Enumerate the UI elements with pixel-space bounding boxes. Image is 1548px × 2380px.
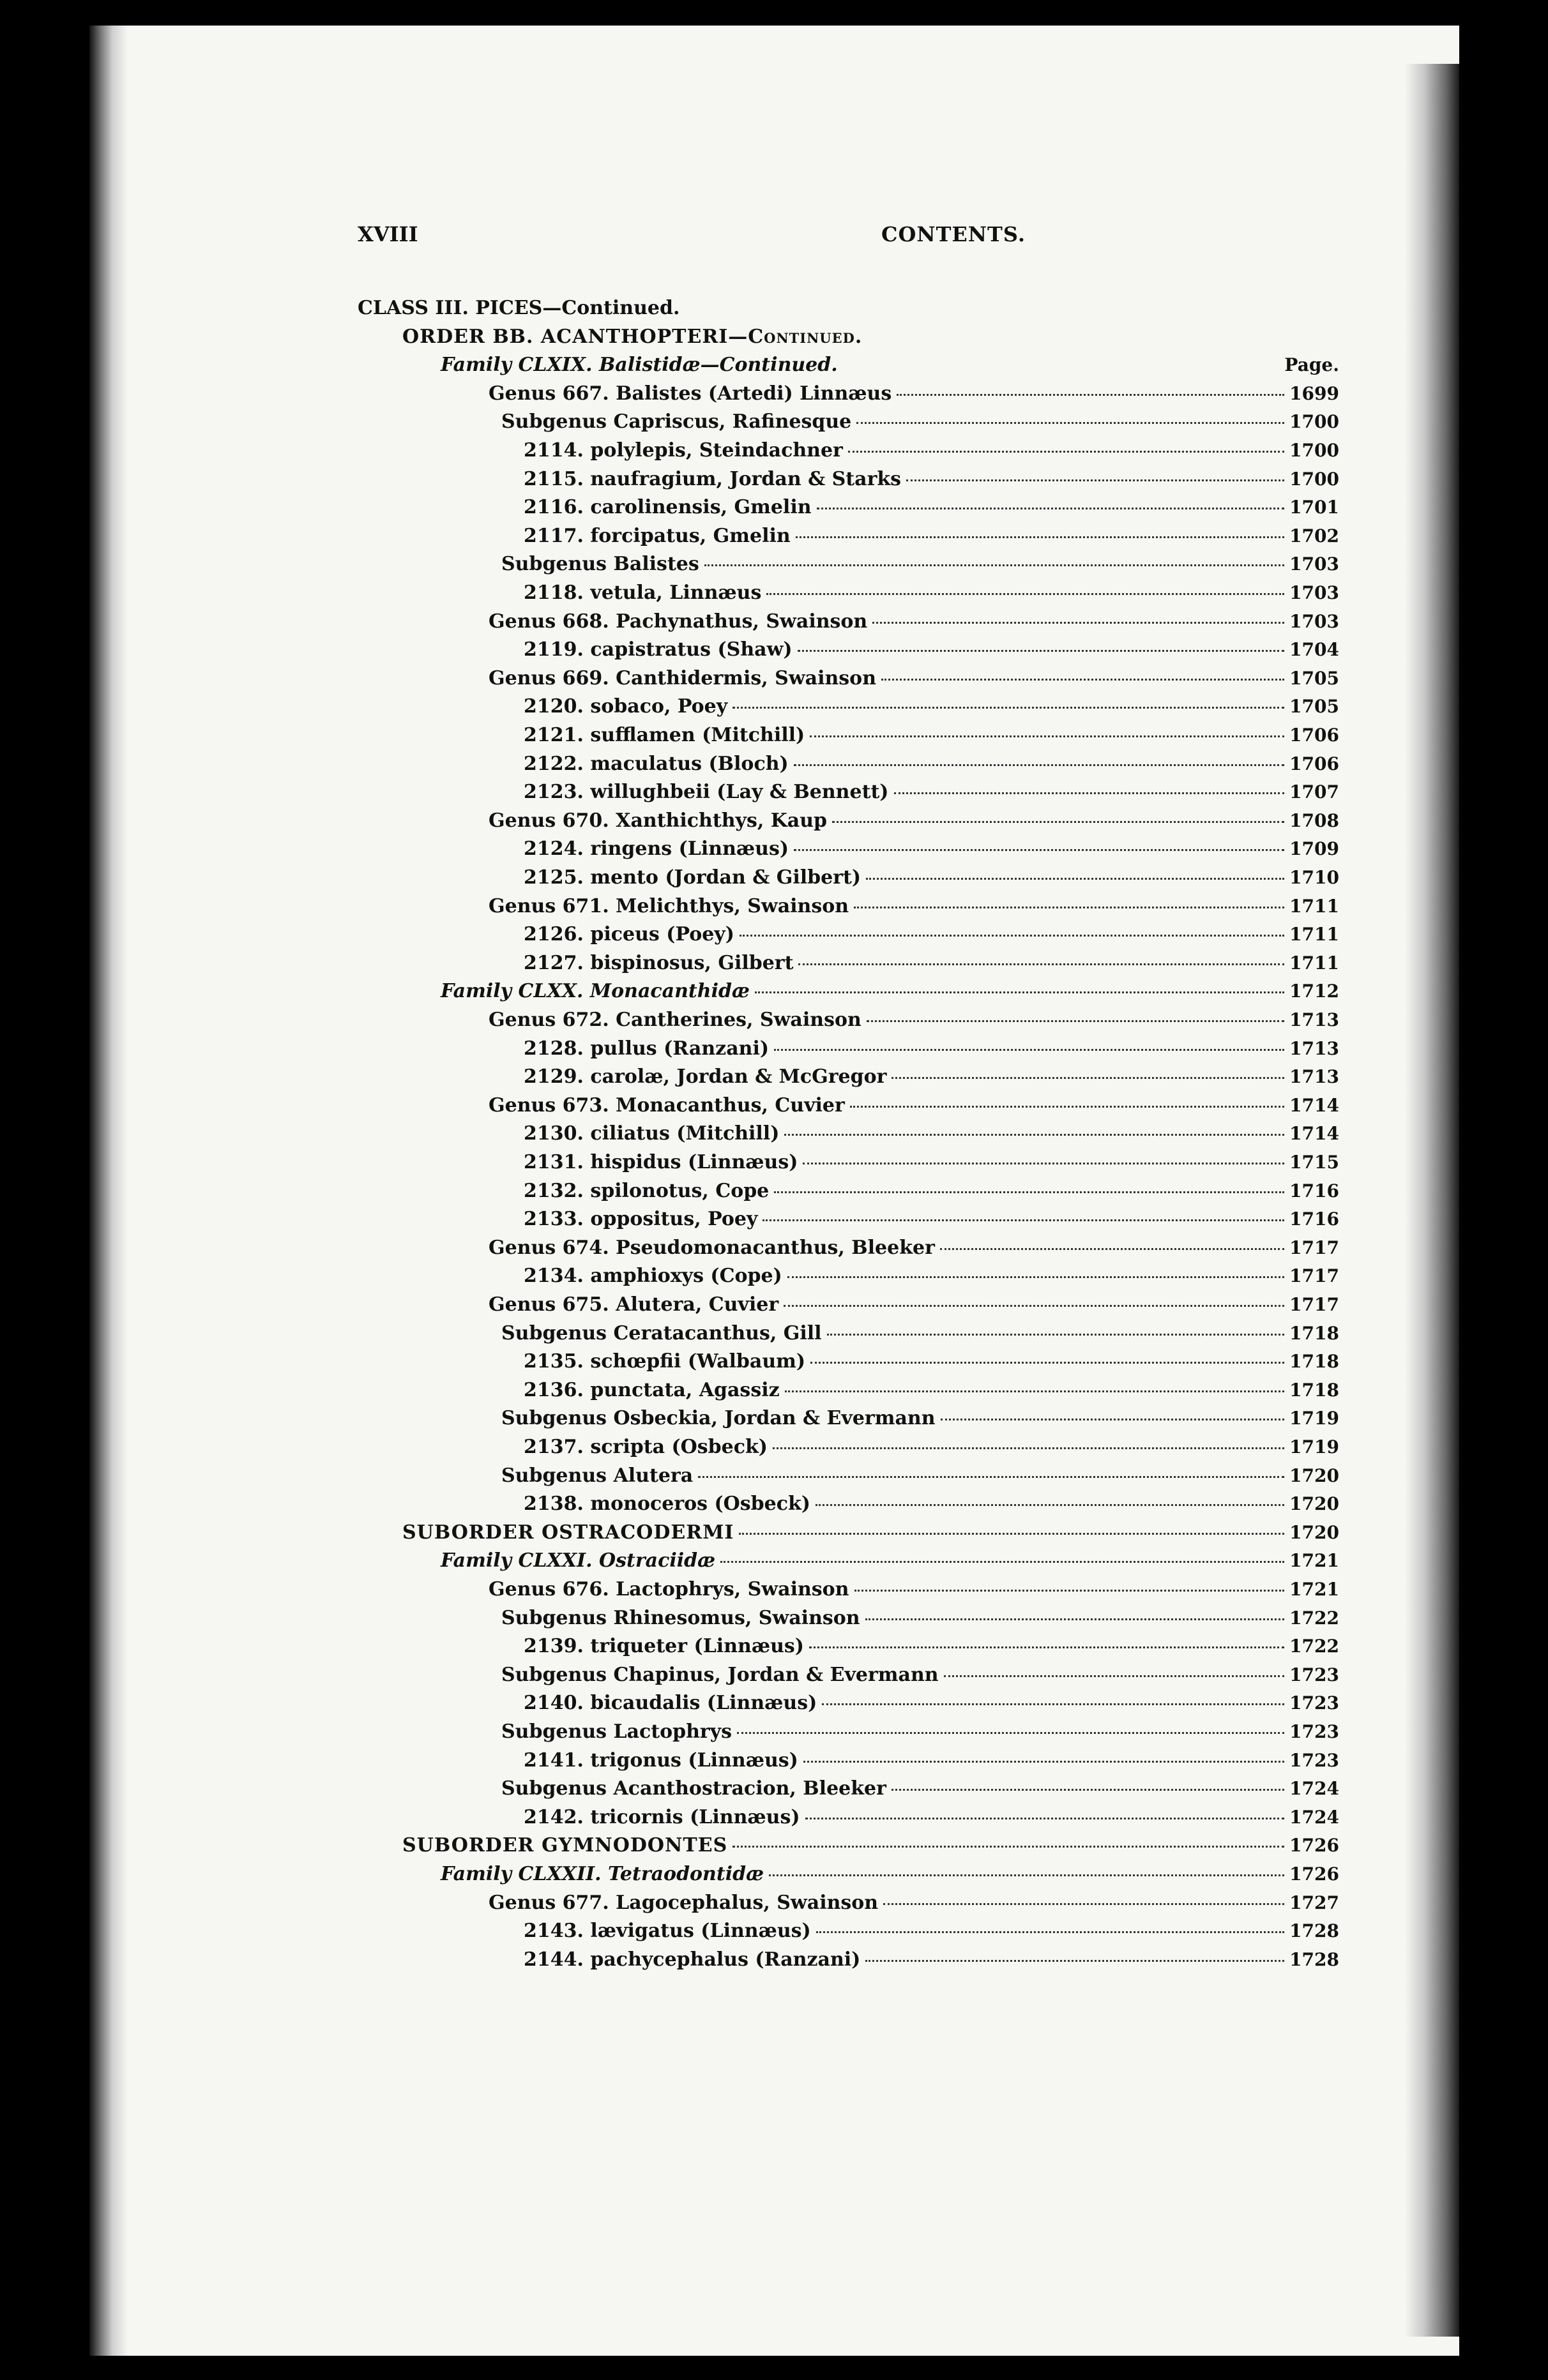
dot-leader <box>816 1503 1284 1506</box>
toc-entry-label: 2131. hispidus (Linnæus) <box>524 1151 798 1173</box>
dot-leader <box>865 1959 1284 1962</box>
toc-page-number: 1717 <box>1289 1294 1339 1315</box>
toc-page-number: 1721 <box>1289 1550 1339 1572</box>
toc-entry <box>489 667 1339 693</box>
toc-entry-label: 2114. polylepis, Steindachner <box>524 439 843 462</box>
dot-leader <box>817 507 1285 509</box>
toc-page-number: 1713 <box>1289 1009 1339 1030</box>
page-header <box>358 222 1328 260</box>
toc-entry <box>489 1237 1339 1262</box>
dot-leader <box>810 1361 1284 1364</box>
toc-page-number: 1724 <box>1289 1778 1339 1800</box>
dot-leader <box>944 1675 1284 1677</box>
dot-leader <box>787 1276 1284 1278</box>
toc-entry <box>402 1834 1339 1860</box>
page-shadow-edge <box>1405 64 1459 2337</box>
toc-entry <box>489 1094 1339 1120</box>
toc-entry-label: 2121. sufflamen (Mitchill) <box>524 724 805 746</box>
toc-entry <box>524 1493 1339 1518</box>
toc-entry <box>501 1777 1339 1803</box>
toc-entry <box>489 1009 1339 1034</box>
toc-page-number: 1715 <box>1289 1152 1339 1173</box>
toc-entry <box>524 1749 1339 1775</box>
toc-page-number: 1703 <box>1289 610 1339 632</box>
dot-leader <box>832 820 1284 823</box>
toc-entry <box>501 1721 1339 1746</box>
dot-leader <box>827 1333 1285 1336</box>
toc-entry <box>501 410 1339 436</box>
toc-entry-label: 2141. trigonus (Linnæus) <box>524 1749 798 1772</box>
toc-entry <box>524 1806 1339 1832</box>
toc-entry-label: 2129. carolæ, Jordan & McGregor <box>524 1066 887 1088</box>
toc-page-number: 1719 <box>1289 1408 1339 1429</box>
toc-entry <box>524 1208 1339 1233</box>
toc-page-number: 1700 <box>1289 411 1339 433</box>
dot-leader <box>867 1020 1284 1022</box>
toc-entry-label: Subgenus Lactophrys <box>501 1721 732 1743</box>
toc-page-number: 1708 <box>1289 810 1339 831</box>
toc-page-number: 1703 <box>1289 582 1339 603</box>
toc-page-number: 1706 <box>1289 725 1339 746</box>
dot-leader <box>773 1447 1284 1449</box>
toc-entry-label: Subgenus Chapinus, Jordan & Evermann <box>501 1663 939 1686</box>
toc-page-number: 1716 <box>1289 1209 1339 1230</box>
toc-page-number: 1703 <box>1289 554 1339 575</box>
dot-leader <box>872 621 1284 624</box>
toc-entry-label: 2124. ringens (Linnæus) <box>524 838 789 861</box>
dot-leader <box>732 1845 1284 1848</box>
toc-entry <box>489 1293 1339 1319</box>
toc-entry <box>501 553 1339 578</box>
toc-page-number: 1728 <box>1289 1948 1339 1970</box>
toc-page-number: 1706 <box>1289 753 1339 774</box>
toc-entry-label: 2117. forcipatus, Gmelin <box>524 524 791 547</box>
dot-leader <box>739 1532 1284 1535</box>
toc-entry <box>524 1379 1339 1405</box>
toc-page-number: 1717 <box>1289 1237 1339 1258</box>
toc-page-number: 1721 <box>1289 1579 1339 1600</box>
toc-entry <box>524 582 1339 607</box>
toc-entry-label: 2139. triqueter (Linnæus) <box>524 1635 804 1658</box>
toc-entry-label: 2116. carolinensis, Gmelin <box>524 496 812 519</box>
toc-page-number: 1718 <box>1289 1351 1339 1373</box>
dot-leader <box>892 1788 1284 1791</box>
toc-entry <box>524 923 1339 949</box>
toc-entry-label: 2122. maculatus (Bloch) <box>524 752 789 775</box>
toc-entry <box>524 1692 1339 1717</box>
toc-entry <box>501 1407 1339 1433</box>
toc-entry <box>524 496 1339 522</box>
toc-entry-label: Genus 674. Pseudomonacanthus, Bleeker <box>489 1236 935 1259</box>
dot-leader <box>803 1760 1284 1763</box>
toc-page-number: 1717 <box>1289 1265 1339 1287</box>
toc-entry-label: Subgenus Rhinesomus, Swainson <box>501 1606 860 1629</box>
dot-leader <box>784 1304 1284 1307</box>
toc-page-number: 1705 <box>1289 696 1339 718</box>
toc-entry <box>524 525 1339 550</box>
toc-entry <box>524 1948 1339 1974</box>
dot-leader <box>774 1048 1284 1051</box>
toc-page-number: 1723 <box>1289 1721 1339 1742</box>
dot-leader <box>881 678 1284 681</box>
toc-page-number: 1713 <box>1289 1066 1339 1088</box>
toc-page-number: 1711 <box>1289 924 1339 945</box>
toc-page-number: 1724 <box>1289 1806 1339 1828</box>
toc-entry-label: 2136. punctata, Agassiz <box>524 1378 780 1401</box>
toc-entry-label: 2138. monoceros (Osbeck) <box>524 1493 810 1516</box>
toc-page-number: 1722 <box>1289 1636 1339 1657</box>
toc-entry <box>524 866 1339 892</box>
toc-entry-label: 2119. capistratus (Shaw) <box>524 638 793 661</box>
toc-entry-label: 2140. bicaudalis (Linnæus) <box>524 1692 817 1715</box>
toc-page-number: 1699 <box>1289 382 1339 404</box>
toc-page-number: 1720 <box>1289 1493 1339 1515</box>
toc-entry <box>524 1037 1339 1063</box>
toc-entry-label: Subgenus Ceratacanthus, Gill <box>501 1322 822 1344</box>
toc-entry <box>524 1066 1339 1091</box>
dot-leader <box>740 934 1284 937</box>
toc-entry <box>524 468 1339 493</box>
toc-entry-label: 2132. spilonotus, Cope <box>524 1179 770 1202</box>
toc-entry-label: Genus 675. Alutera, Cuvier <box>489 1293 779 1316</box>
toc-page-number: 1707 <box>1289 781 1339 803</box>
folio: XVIII <box>358 222 418 246</box>
dot-leader <box>892 1076 1284 1079</box>
dot-leader <box>850 1105 1284 1108</box>
toc-entry <box>524 781 1339 806</box>
dot-leader <box>805 1817 1285 1819</box>
toc-entry-label: Subgenus Acanthostracion, Bleeker <box>501 1777 886 1800</box>
toc-entry-label: 2123. willughbeii (Lay & Bennett) <box>524 781 889 804</box>
toc-entry <box>501 1465 1339 1490</box>
dot-leader <box>785 1390 1284 1392</box>
toc-entry-label: Genus 677. Lagocephalus, Swainson <box>489 1891 879 1914</box>
dot-leader <box>798 649 1284 652</box>
dot-leader <box>894 792 1285 794</box>
toc-page-number: 1713 <box>1289 1037 1339 1059</box>
toc-page-number: 1714 <box>1289 1123 1339 1145</box>
dot-leader <box>867 338 1334 339</box>
toc-entry <box>358 297 1339 322</box>
toc-page-number: 1727 <box>1289 1892 1339 1913</box>
toc-page-number: 1720 <box>1289 1465 1339 1486</box>
toc-entry-label: 2126. piceus (Poey) <box>524 923 734 946</box>
toc-entry <box>441 980 1339 1005</box>
toc-page-number: 1718 <box>1289 1322 1339 1344</box>
toc-entry-label: Subgenus Capriscus, Rafinesque <box>501 410 852 433</box>
toc-entry <box>524 1920 1339 1945</box>
dot-leader <box>865 1618 1284 1620</box>
dot-leader <box>720 1560 1284 1563</box>
page-binding-edge <box>89 26 128 2356</box>
toc-page-number: 1700 <box>1289 440 1339 461</box>
toc-entry-label: 2118. vetula, Linnæus <box>524 582 762 604</box>
toc-entry-label: 2143. lævigatus (Linnæus) <box>524 1920 811 1943</box>
toc-entry <box>441 354 1339 379</box>
toc-entry-label: ORDER BB. ACANTHOPTERI—Continued. <box>402 325 863 348</box>
toc-page-number: 1711 <box>1289 952 1339 974</box>
toc-page-number: 1709 <box>1289 838 1339 860</box>
toc-page-number: 1704 <box>1289 639 1339 661</box>
toc-entry-label: 2135. schœpfii (Walbaum) <box>524 1350 806 1373</box>
toc-entry <box>489 610 1339 636</box>
toc-entry <box>489 1892 1339 1917</box>
dot-leader <box>854 906 1284 908</box>
toc-entry-label: SUBORDER OSTRACODERMI <box>402 1521 734 1544</box>
toc-entry-label: Family CLXXI. Ostraciidæ <box>441 1549 716 1572</box>
toc-entry-label: Genus 676. Lactophrys, Swainson <box>489 1578 849 1600</box>
toc-entry <box>524 1436 1339 1461</box>
toc-page-number: 1714 <box>1289 1094 1339 1116</box>
toc-entry-label: 2115. naufragium, Jordan & Starks <box>524 467 902 490</box>
toc-entry-label: 2137. scripta (Osbeck) <box>524 1436 768 1458</box>
toc-entry <box>524 1180 1339 1205</box>
toc-entry-label: 2134. amphioxys (Cope) <box>524 1265 782 1288</box>
toc-entry-label: 2133. oppositus, Poey <box>524 1208 758 1231</box>
toc-entry <box>441 1549 1339 1575</box>
toc-page-number: 1716 <box>1289 1180 1339 1201</box>
toc-entry <box>524 724 1339 749</box>
toc-entry <box>524 1265 1339 1290</box>
dot-leader <box>704 564 1284 566</box>
toc-entry-label: Genus 667. Balistes (Artedi) Linnæus <box>489 382 892 405</box>
toc-entry <box>524 952 1339 977</box>
toc-entry-label: Family CLXX. Monacanthidæ <box>441 980 750 1003</box>
toc-page-number: 1728 <box>1289 1920 1339 1942</box>
toc-entry <box>524 638 1339 664</box>
toc-page-number: 1718 <box>1289 1379 1339 1401</box>
dot-leader <box>763 1219 1284 1221</box>
toc-entry-label: 2125. mento (Jordan & Gilbert) <box>524 866 861 889</box>
toc-entry-label: Family CLXXII. Tetraodontidæ <box>441 1863 764 1885</box>
dot-leader <box>848 450 1284 453</box>
dot-leader <box>941 1418 1285 1420</box>
dot-leader <box>940 1247 1284 1250</box>
toc-entry <box>501 1322 1339 1348</box>
toc-entry-label: Genus 673. Monacanthus, Cuvier <box>489 1094 845 1117</box>
toc-page-number: 1726 <box>1289 1835 1339 1857</box>
toc-entry <box>489 810 1339 835</box>
toc-page-number: 1719 <box>1289 1436 1339 1457</box>
dot-leader <box>897 393 1284 396</box>
dot-leader <box>856 421 1284 424</box>
toc-entry <box>402 326 1339 351</box>
toc-entry-label: Family CLXIX. Balistidæ—Continued. <box>441 354 838 377</box>
dot-leader <box>784 1133 1284 1136</box>
toc-entry-label: 2142. tricornis (Linnæus) <box>524 1805 800 1828</box>
dot-leader <box>816 1931 1284 1933</box>
dot-leader <box>774 1191 1284 1193</box>
toc-entry <box>524 838 1339 863</box>
book-page <box>89 26 1459 2356</box>
dot-leader <box>866 877 1284 880</box>
toc-page-number: 1723 <box>1289 1749 1339 1771</box>
dot-leader <box>843 366 1280 367</box>
toc-entry <box>489 1578 1339 1604</box>
toc-entry <box>524 1350 1339 1376</box>
toc-page-number: 1720 <box>1289 1521 1339 1543</box>
toc-entry-label: 2130. ciliatus (Mitchill) <box>524 1122 780 1145</box>
toc-entry-label: Subgenus Osbeckia, Jordan & Evermann <box>501 1407 936 1430</box>
toc-entry-label: Subgenus Balistes <box>501 553 699 576</box>
toc-entry-label: 2128. pullus (Ranzani) <box>524 1037 770 1060</box>
toc-entry-label: Subgenus Alutera <box>501 1464 694 1487</box>
toc-entry <box>524 439 1339 465</box>
dot-leader <box>766 592 1284 595</box>
dot-leader <box>883 1902 1284 1905</box>
dot-leader <box>822 1703 1284 1705</box>
dot-leader <box>810 735 1284 737</box>
toc-entry-label: Genus 668. Pachynathus, Swainson <box>489 610 868 633</box>
dot-leader <box>769 1874 1284 1876</box>
toc-entry <box>402 1521 1339 1547</box>
toc-page-number: 1723 <box>1289 1692 1339 1714</box>
dot-leader <box>732 706 1284 709</box>
toc-entry <box>501 1607 1339 1632</box>
toc-entry <box>524 753 1339 778</box>
toc-entry-label: Genus 670. Xanthichthys, Kaup <box>489 809 828 832</box>
toc-page-number: 1700 <box>1289 468 1339 490</box>
dot-leader <box>794 764 1284 766</box>
toc-entry-label: SUBORDER GYMNODONTES <box>402 1834 728 1857</box>
toc-entry <box>489 895 1339 921</box>
toc-page-number: 1723 <box>1289 1664 1339 1685</box>
toc-entry-label: CLASS III. PICES—Continued. <box>358 297 680 319</box>
toc-entry-label: Genus 671. Melichthys, Swainson <box>489 894 849 917</box>
dot-leader <box>698 1475 1284 1478</box>
toc-entry <box>501 1664 1339 1689</box>
toc-entry-label: Genus 672. Cantherines, Swainson <box>489 1009 861 1031</box>
toc-page-number: 1726 <box>1289 1864 1339 1885</box>
toc-entry <box>524 1635 1339 1661</box>
toc-entry <box>524 1151 1339 1177</box>
toc-page-number: 1710 <box>1289 867 1339 888</box>
toc-entry <box>489 382 1339 408</box>
toc-page-number: 1702 <box>1289 525 1339 546</box>
toc-page-number: Page. <box>1284 354 1339 376</box>
dot-leader <box>906 479 1284 481</box>
dot-leader <box>755 991 1284 993</box>
toc-page-number: 1711 <box>1289 895 1339 917</box>
toc-entry-label: 2120. sobaco, Poey <box>524 695 728 718</box>
dot-leader <box>794 848 1284 851</box>
toc-page-number: 1705 <box>1289 667 1339 689</box>
toc-entry-label: 2127. bispinosus, Gilbert <box>524 951 794 974</box>
dot-leader <box>854 1589 1285 1592</box>
dot-leader <box>803 1162 1284 1164</box>
dot-leader <box>796 536 1284 538</box>
dot-leader <box>809 1646 1284 1648</box>
running-title: CONTENTS. <box>881 222 1026 246</box>
toc-entry <box>441 1863 1339 1888</box>
toc-page-number: 1722 <box>1289 1607 1339 1629</box>
dot-leader <box>798 963 1284 965</box>
dot-leader <box>737 1731 1284 1734</box>
toc-entry-label: Genus 669. Canthidermis, Swainson <box>489 667 877 689</box>
toc-entry <box>524 1122 1339 1148</box>
toc-page-number: 1712 <box>1289 981 1339 1002</box>
toc-entry <box>524 695 1339 721</box>
toc-entry-label: 2144. pachycephalus (Ranzani) <box>524 1948 861 1971</box>
toc-page-number: 1701 <box>1289 497 1339 518</box>
